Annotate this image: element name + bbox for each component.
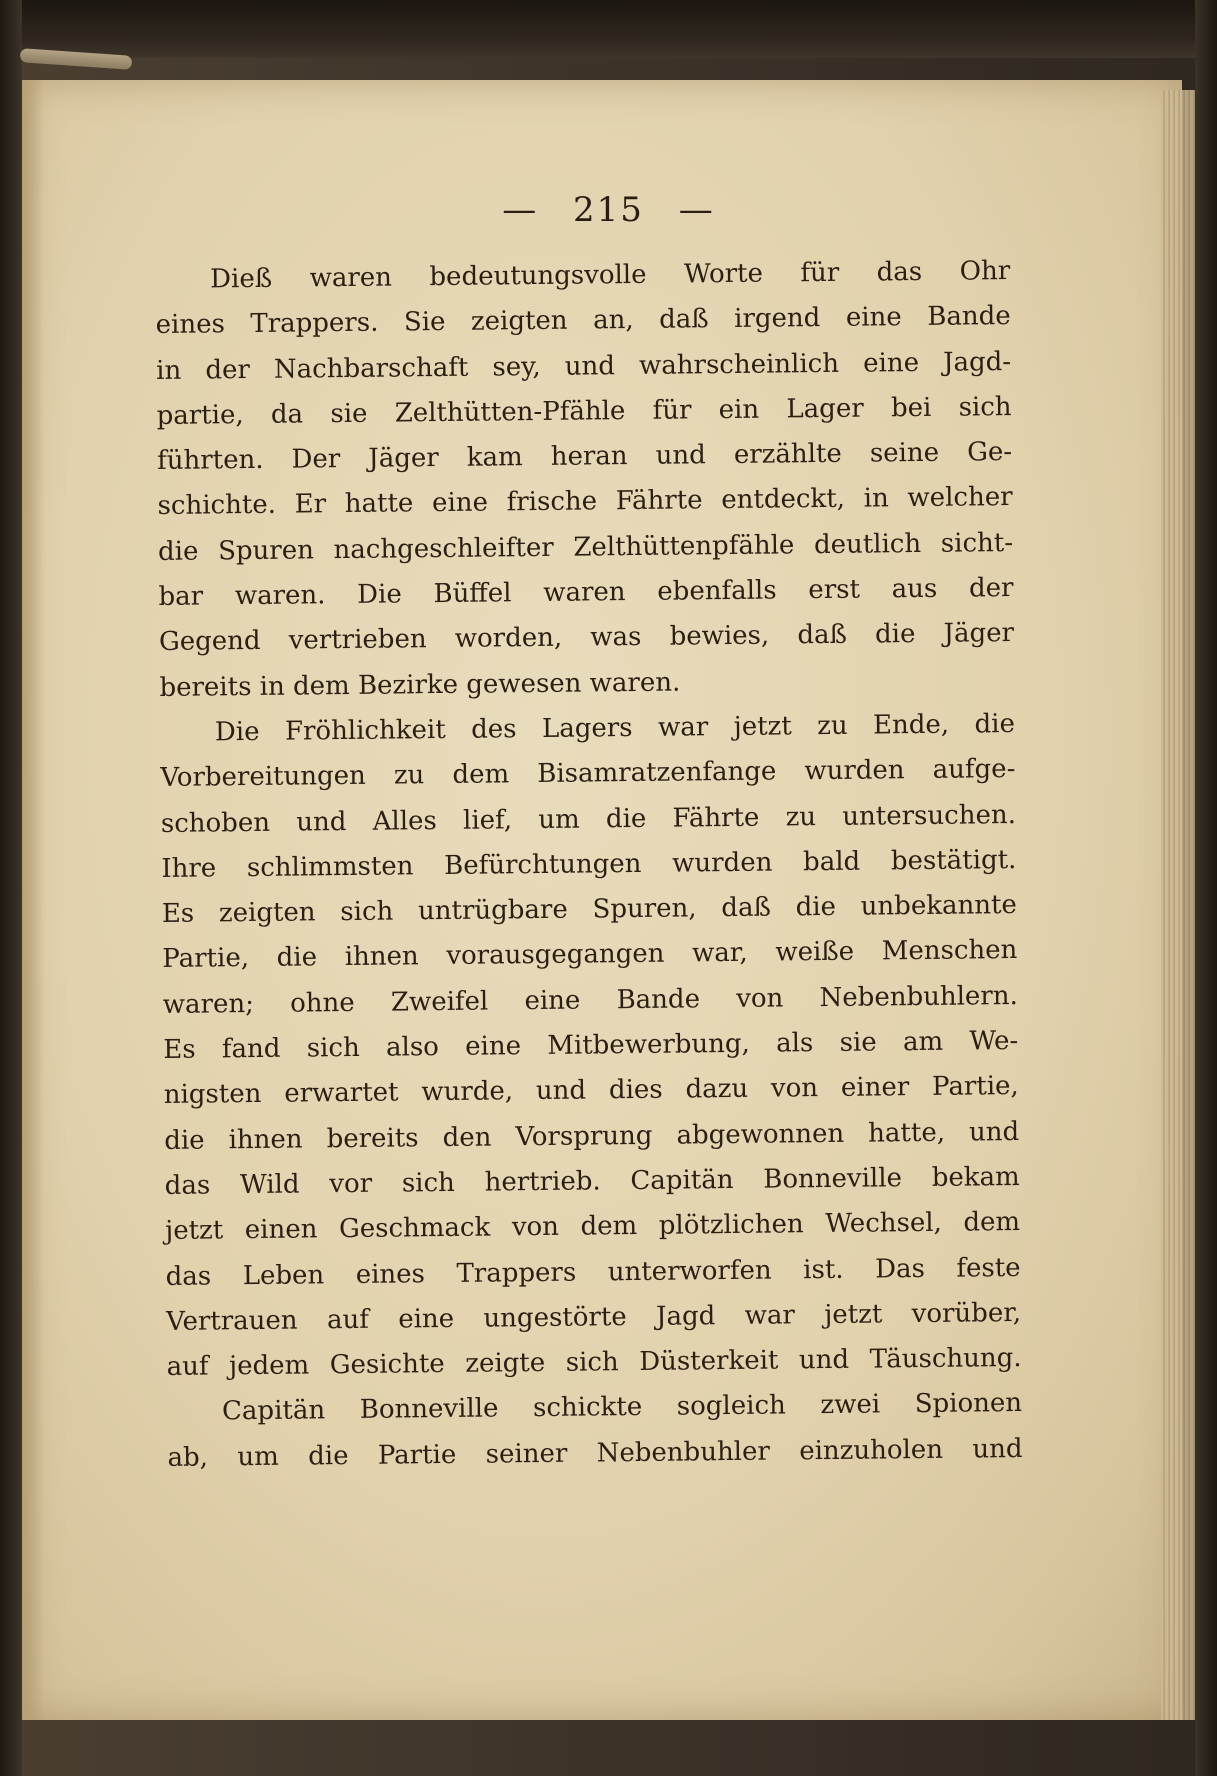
text-line: schichte. Er hatte eine frische Fährte entdeckt, in welcher: [157, 482, 1013, 522]
text-line: bar waren. Die Büffel waren ebenfalls erst aus der: [158, 573, 1014, 613]
book-cover-left: [0, 0, 22, 1776]
text-line: jetzt einen Geschmack von dem plötzlichen Wechsel, dem: [165, 1207, 1021, 1247]
text-line: nigsten erwartet wurde, und dies dazu von einer Partie,: [163, 1071, 1019, 1111]
text-line: waren; ohne Zweifel eine Bande von Nebenbuhlern.: [162, 980, 1018, 1020]
book-cover-right: [1195, 0, 1217, 1776]
text-line: das Wild vor sich hertrieb. Capitän Bonneville bekam: [164, 1161, 1020, 1201]
text-line: schoben und Alles lief, um die Fährte zu untersuchen.: [160, 799, 1017, 839]
header-dash-left: —: [502, 190, 539, 230]
page-gutter: [22, 80, 44, 1720]
text-line: ab, um die Partie seiner Nebenbuhler einzuholen und: [167, 1433, 1023, 1473]
text-line: das Leben eines Trappers unterworfen ist. Das feste: [165, 1252, 1021, 1292]
paragraph-2: [160, 702, 1022, 1390]
text-line: auf jedem Gesichte zeigte sich Düsterkeit und Täuschung.: [166, 1343, 1022, 1383]
page-header: [0, 190, 1217, 230]
text-line: Ihre schlimmsten Befürchtungen wurden bald bestätigt.: [161, 844, 1017, 884]
text-line: Dieß waren bedeutungsvolle Worte für das Ohr: [210, 256, 1011, 295]
text-line: die Spuren nachgeschleifter Zelthüttenpfähle deutlich sicht-: [157, 527, 1014, 567]
header-dash-right: —: [678, 190, 715, 230]
text-line: Capitän Bonneville schickte sogleich zwei Spionen: [221, 1388, 1023, 1427]
text-line: Vorbereitungen zu dem Bisamratzenfange wurden aufge-: [160, 754, 1016, 794]
book-cover-top: [0, 0, 1217, 58]
text-line: bereits in dem Bezirke gewesen waren.: [159, 667, 681, 703]
text-line: Vertrauen auf eine ungestörte Jagd war jetzt vorüber,: [165, 1297, 1022, 1337]
page-number: 215: [573, 190, 644, 230]
text-line: Es fand sich also eine Mitbewerbung, als sie am We-: [163, 1026, 1019, 1066]
text-line: die ihnen bereits den Vorsprung abgewonnen hatte, und: [164, 1116, 1020, 1156]
text-line: in der Nachbarschaft sey, und wahrscheinlich eine Jagd-: [156, 346, 1012, 386]
text-line: partie, da sie Zelthütten-Pfähle für ein Lager bei sich: [156, 391, 1012, 431]
text-line: eines Trappers. Sie zeigten an, daß irgend eine Bande: [155, 301, 1011, 341]
text-line: Gegend vertrieben worden, was bewies, daß die Jäger: [158, 618, 1015, 658]
text-line: Partie, die ihnen vorausgegangen war, weiße Menschen: [162, 935, 1018, 975]
paragraph-3: [167, 1381, 1023, 1481]
text-line: Es zeigten sich untrügbare Spuren, daß die unbekannte: [161, 890, 1017, 930]
page-edges: [1161, 90, 1197, 1720]
body-text: [155, 249, 1023, 1481]
paragraph-1: [155, 249, 1015, 711]
text-line: Die Fröhlichkeit des Lagers war jetzt zu Ende, die: [214, 708, 1016, 748]
text-line: führten. Der Jäger kam heran und erzählte seine Ge-: [156, 437, 1013, 477]
